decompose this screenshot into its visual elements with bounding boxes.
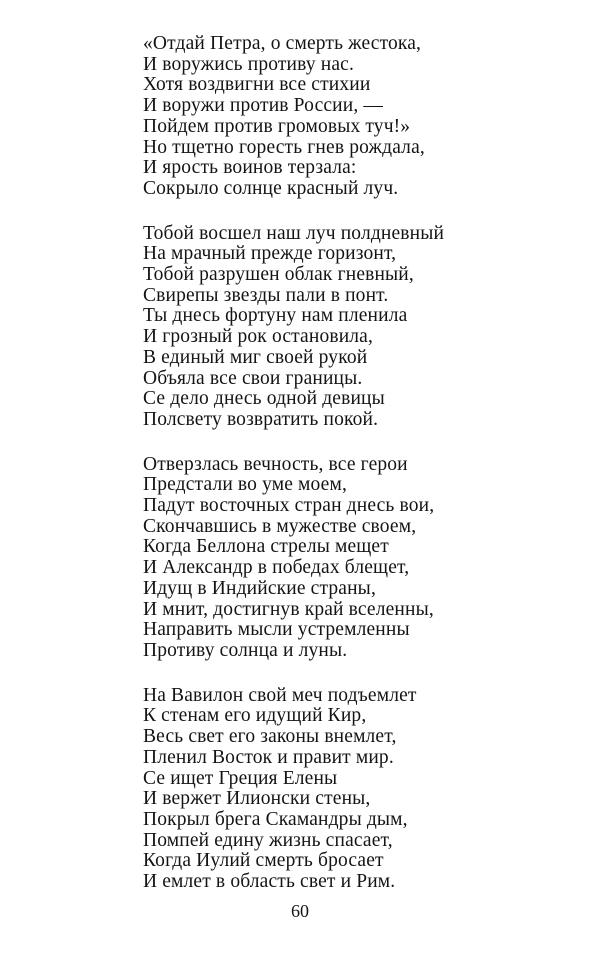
poem-line: И воружи против России, — (143, 95, 384, 117)
poem-line: Пленил Восток и правит мир. (143, 746, 394, 768)
stanza-3 (143, 455, 583, 662)
poem-line: К стенам его идущий Кир, (143, 705, 367, 727)
poem-line: И вержет Илионски стены, (143, 788, 371, 810)
poem-line: В единый миг своей рукой (143, 346, 368, 368)
poem-line: И емлет в область свет и Рим. (143, 871, 396, 893)
poem-line: Объяла все свои границы. (143, 367, 363, 389)
poem-line: Но тщетно горесть гнев рождала, (143, 136, 425, 158)
page-number: 60 (291, 901, 309, 921)
poem-line: Предстали во уме моем, (143, 474, 347, 496)
poem-line: Покрыл брега Скамандры дым, (143, 808, 408, 830)
poem-line: И ярость воинов терзала: (143, 157, 357, 179)
poem-line: И воружись противу нас. (143, 53, 354, 75)
poem-line: Тобой разрушен облак гневный, (143, 264, 414, 286)
poem-line: Идущ в Индийские страны, (143, 577, 376, 599)
poem-line: Помпей едину жизнь спасает, (143, 829, 393, 851)
poem-line: Тобой восшел наш луч полдневный (143, 222, 445, 244)
poem-line: Сокрыло солнце красный луч. (143, 177, 399, 199)
stanza-4 (143, 686, 583, 893)
poem-line: Се дело днесь одной девицы (143, 388, 385, 410)
poem-line: Скончавшись в мужестве своем, (143, 515, 417, 537)
poem-line: Хотя воздвигни все стихии (143, 74, 371, 96)
stanza-1 (143, 34, 583, 200)
poem-line: Падут восточных стран днесь вои, (143, 495, 435, 517)
poem-line: «Отдай Петра, о смерть жестока, (143, 33, 422, 54)
poem-line: Пойдем против громовых туч!» (143, 115, 411, 137)
poem-line: И грозный рок остановила, (143, 326, 373, 348)
poem-text (143, 34, 583, 917)
poem-line: Когда Беллона стрелы мещет (143, 536, 389, 558)
poem-line: И Александр в победах блещет, (143, 557, 410, 579)
poem-line: Весь свет его законы внемлет, (143, 726, 397, 748)
poem-line: Се ищет Греция Елены (143, 767, 338, 789)
poem-line: Когда Иулий смерть бросает (143, 850, 384, 872)
stanza-2 (143, 224, 583, 431)
poem-line: Ты днесь фортуну нам пленила (143, 305, 408, 327)
poem-line: Противу солнца и луны. (143, 639, 348, 661)
poem-line: Свирепы звезды пали в понт. (143, 284, 389, 306)
poem-line: Полсвету возвратить покой. (143, 408, 379, 430)
poem-line: И мнит, достигнув край вселенны, (143, 598, 434, 620)
poem-line: На Вавилон свой меч подъемлет (143, 684, 417, 706)
poem-line: Отверзлась вечность, все герои (143, 453, 408, 475)
poem-line: Направить мысли устремленны (143, 619, 410, 641)
poem-line: На мрачный прежде горизонт, (143, 243, 397, 265)
